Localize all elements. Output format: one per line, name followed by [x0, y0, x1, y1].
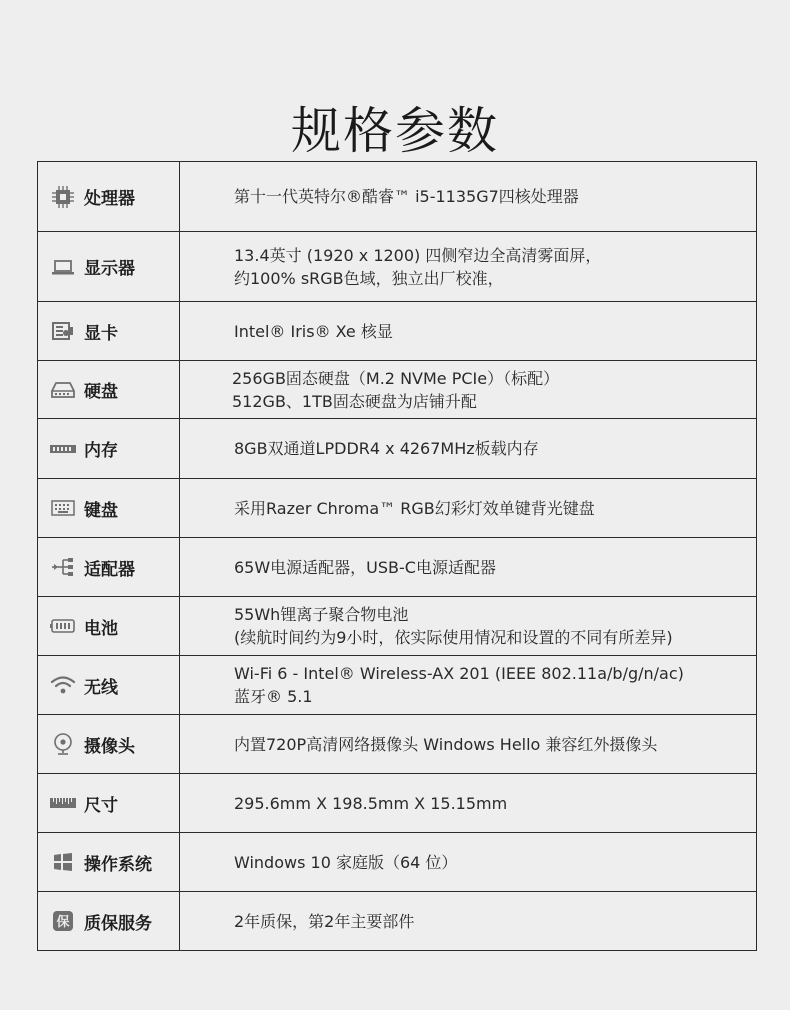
- spec-row-wireless: [38, 656, 756, 715]
- spec-value-line: Intel® Iris® Xe 核显: [234, 321, 393, 341]
- spec-label: 电池: [84, 618, 118, 639]
- spec-row-processor: [38, 162, 756, 232]
- label-cell: [38, 892, 180, 950]
- label-cell: [38, 538, 180, 596]
- spec-value: [180, 774, 756, 832]
- label-cell: [38, 597, 180, 655]
- spec-row-graphics: [38, 302, 756, 361]
- laptop-icon: [50, 256, 76, 278]
- spec-label: 摄像头: [84, 736, 135, 757]
- spec-value: [180, 833, 756, 891]
- spec-value: [180, 232, 756, 301]
- wifi-icon: [50, 674, 76, 696]
- spec-value-line: 65W电源适配器，USB-C电源适配器: [234, 557, 496, 577]
- ruler-icon: [50, 792, 76, 814]
- spec-value-line: 2年质保，第2年主要部件: [234, 911, 415, 931]
- spec-value-line: 13.4英寸 (1920 x 1200) 四侧窄边全高清雾面屏，: [234, 245, 602, 265]
- spec-label: 质保服务: [84, 913, 152, 934]
- warranty-icon: [50, 910, 76, 932]
- spec-value: [180, 715, 756, 773]
- spec-value: [180, 892, 756, 950]
- spec-value: [180, 302, 756, 360]
- spec-value-line: 内置720P高清网络摄像头 Windows Hello 兼容红外摄像头: [234, 734, 658, 754]
- spec-value-line: 512GB、1TB固态硬盘为店铺升配: [232, 391, 477, 411]
- spec-row-keyboard: [38, 479, 756, 538]
- gpu-icon: [50, 320, 76, 342]
- page-title: 规格参数: [291, 101, 499, 160]
- spec-label: 显示器: [84, 259, 135, 279]
- spec-label: 无线: [84, 677, 118, 698]
- label-cell: [38, 162, 180, 231]
- spec-value: [180, 419, 756, 478]
- spec-row-storage: [38, 361, 756, 419]
- label-cell: [38, 232, 180, 301]
- spec-row-camera: [38, 715, 756, 774]
- spec-value-line: 295.6mm X 198.5mm X 15.15mm: [234, 793, 508, 813]
- spec-value: [180, 656, 756, 714]
- spec-label: 尺寸: [84, 795, 118, 816]
- label-cell: [38, 479, 180, 537]
- svg-text:保: 保: [56, 915, 70, 930]
- spec-value: [180, 538, 756, 596]
- spec-label: 处理器: [84, 189, 135, 209]
- spec-value-line: 256GB固态硬盘（M.2 NVMe PCIe）（标配）: [232, 368, 560, 388]
- spec-row-display: [38, 232, 756, 302]
- spec-value: [180, 597, 756, 655]
- spec-row-warranty: [38, 892, 756, 951]
- spec-value-line: 55Wh锂离子聚合物电池: [234, 605, 409, 624]
- spec-value-line: Wi-Fi 6 - Intel® Wireless-AX 201 (IEEE 802.11a/b/g/n/ac): [234, 664, 684, 683]
- spec-value-line: 采用Razer Chroma™ RGB幻彩灯效单键背光键盘: [234, 498, 595, 518]
- spec-value: [180, 162, 756, 231]
- label-cell: [38, 774, 180, 832]
- label-cell: [38, 361, 180, 418]
- spec-value: [180, 361, 756, 418]
- spec-label: 键盘: [84, 500, 118, 521]
- spec-label: 硬盘: [84, 382, 118, 402]
- spec-value-line: 第十一代英特尔®酷睿™ i5-1135G7四核处理器: [234, 187, 579, 206]
- spec-row-os: [38, 833, 756, 892]
- battery-icon: [50, 615, 76, 637]
- label-cell: [38, 419, 180, 478]
- label-cell: [38, 656, 180, 714]
- label-cell: [38, 302, 180, 360]
- spec-label: 适配器: [84, 559, 135, 580]
- spec-value-line: 约100% sRGB色域，独立出厂校准，: [234, 268, 504, 288]
- spec-value-line: Windows 10 家庭版（64 位）: [234, 852, 458, 872]
- spec-value-line: 蓝牙® 5.1: [234, 687, 313, 706]
- windows-icon: [50, 851, 76, 873]
- spec-value: [180, 479, 756, 537]
- label-cell: [38, 715, 180, 773]
- spec-row-adapter: [38, 538, 756, 597]
- spec-value-line: (续航时间约为9小时，依实际使用情况和设置的不同有所差异): [234, 628, 673, 647]
- memory-icon: [50, 438, 76, 460]
- keyboard-icon: [50, 497, 76, 519]
- spec-value-line: 8GB双通道LPDDR4 x 4267MHz板载内存: [234, 439, 539, 458]
- adapter-icon: [50, 556, 76, 578]
- drive-icon: [50, 379, 76, 401]
- spec-label: 内存: [84, 441, 118, 461]
- spec-row-dimensions: [38, 774, 756, 833]
- spec-row-battery: [38, 597, 756, 656]
- spec-label: 操作系统: [84, 854, 152, 875]
- spec-label: 显卡: [84, 323, 118, 344]
- label-cell: [38, 833, 180, 891]
- spec-row-memory: [38, 419, 756, 479]
- chip-icon: [50, 186, 76, 208]
- spec-table: [37, 161, 757, 951]
- camera-icon: [50, 733, 76, 755]
